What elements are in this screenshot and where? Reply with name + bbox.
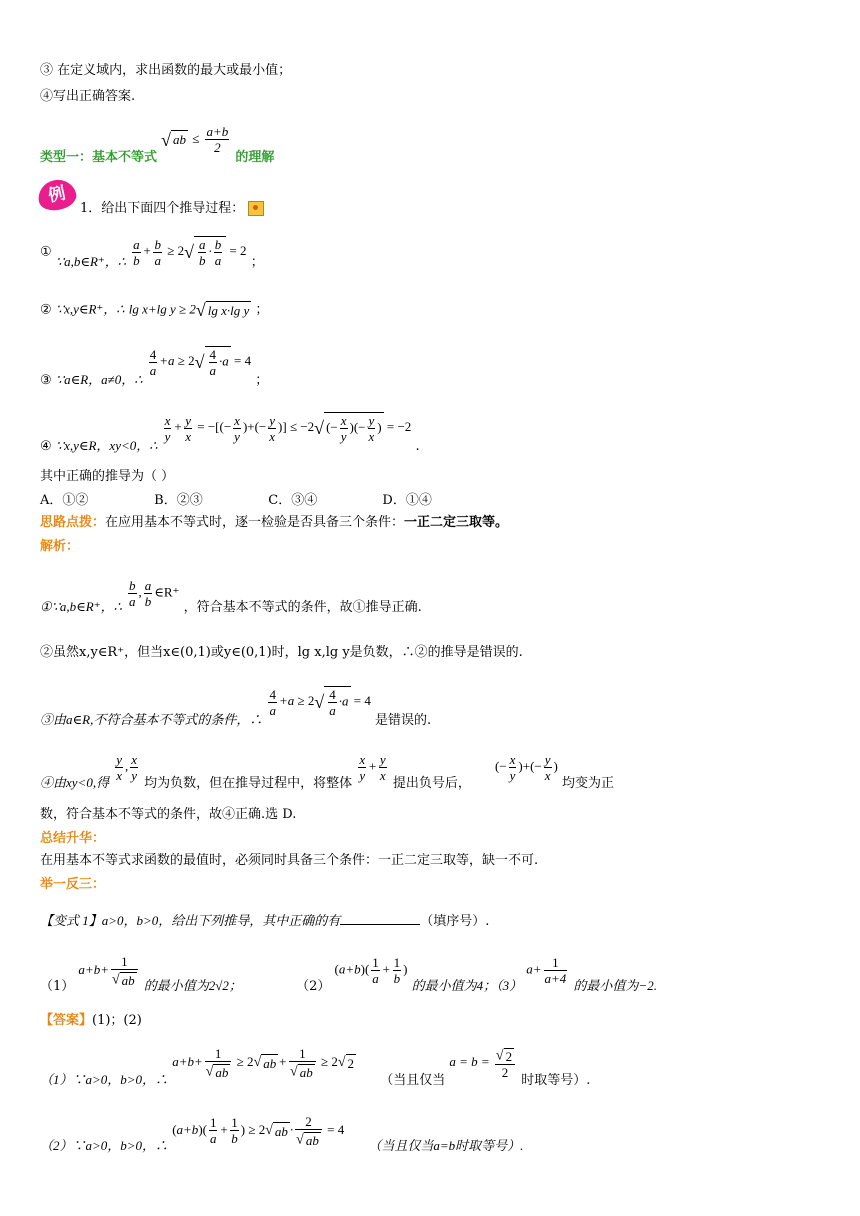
type1-suffix: 的理解 bbox=[235, 150, 275, 165]
analysis-p2: ②虽然x,y∈R⁺，但当x∈(0,1)或y∈(0,1)时，lg x,lg y是负数，∴②的推导是错误的. bbox=[40, 645, 523, 660]
analysis-label: 解析： bbox=[40, 539, 80, 554]
answer-2: （2）∵a>0，b>0，∴ (a+b)( $\frac{1}{a}$ + $\frac{1}{b}$ ) ≥ 2√ ab · $\frac{2}{√ ab}$ = 4 （当且仅当a=b时取等号）. bbox=[40, 1114, 524, 1154]
q1-option-1: ① ∵a,b∈R⁺，∴ $\frac{a}{b}$ + $\frac{b}{a}$ ≥ 2√ $\frac{a}{b}$ · $\frac{b}{a}$ = 2 ； bbox=[40, 236, 264, 270]
type1-prefix: 类型一：基本不等式 bbox=[40, 150, 158, 165]
analysis-p4-cont: 数，符合基本不等式的条件，故④正确.选 D. bbox=[40, 807, 297, 822]
choice-d: D．①④ bbox=[382, 493, 432, 508]
answer-line: 【答案】(1)；(2) bbox=[40, 1013, 142, 1028]
summary-label: 总结升华： bbox=[40, 831, 106, 846]
type1-leq: ≤ bbox=[192, 131, 200, 146]
variant-items: （1） a+b+ $\frac{1}{√ ab}$ 的最小值为2√2； （2） (a+b)( $\frac{1}{a}$ + $\frac{1}{b}$ ) 的最小值为4；（3） a+ $\frac{1}{a+4}$ 的最小值为−2. bbox=[40, 954, 657, 995]
q1-option-4: ④ ∵x,y∈R，xy<0，∴ $\frac{x}{y}$ + $\frac{y}{x}$ = −[(− $\frac{x}{y}$ )+(− $\frac{y}{x}$ )] ≤ −2√ (− $\frac{x}{y}$ )(− $\frac{y}{x}$ ) = −2 . bbox=[40, 412, 420, 454]
type1-frac: $\frac{a+b}{2}$ bbox=[206, 124, 229, 155]
analysis-p4: ④由xy<0,得 $\frac{y}{x}$ , $\frac{x}{y}$ 均为负数，但在推导过程中，将整体 $\frac{x}{y}$ + $\frac{y}{x}$ 提出负号后， (− $\frac{x}{y}$ )+(− $\frac{y}{x}$ ) 均变为正 bbox=[40, 752, 615, 791]
summary-text: 在用基本不等式求函数的最值时，必须同时具备三个条件：一正二定三取等，缺一不可. bbox=[40, 853, 539, 868]
variant-head: 【变式 1】a>0，b>0，给出下列推导，其中正确的有 （填序号）. bbox=[40, 913, 490, 929]
type1-heading bbox=[40, 124, 275, 165]
choice-b: B．②③ bbox=[154, 493, 203, 508]
example-badge: 例 bbox=[35, 176, 78, 213]
q1-ask: 其中正确的推导为（ ） bbox=[40, 469, 175, 484]
extend-label: 举一反三： bbox=[40, 877, 106, 892]
answer-blank[interactable] bbox=[340, 924, 420, 925]
q1-option-3: ③ ∵a∈R，a≠0，∴ $\frac{4}{a}$ +a ≥ 2√ $\frac{4}{a}$ ·a = 4 ； bbox=[40, 346, 269, 388]
hint-label: 思路点拨： bbox=[40, 515, 106, 530]
hint-line: 思路点拨：在应用基本不等式时，逐一检验是否具备三个条件：一正二定三取等。 bbox=[40, 515, 509, 530]
type1-sqrt: √ ab bbox=[161, 129, 187, 150]
analysis-p3: ③由a∈R,不符合基本不等式的条件，∴ $\frac{4}{a}$ +a ≥ 2√ $\frac{4}{a}$ ·a = 4 是错误的. bbox=[40, 686, 432, 728]
answer-1: （1）∵a>0，b>0，∴ a+b+ $\frac{1}{√ ab}$ ≥ 2√ ab + $\frac{1}{√ ab}$ ≥ 2√ 2 （当且仅当 a = b = $\frac{√ 2}{2}$ 时取等号）. bbox=[40, 1046, 591, 1089]
analysis-p1: ①∵a,b∈R⁺，∴ $\frac{b}{a}$ , $\frac{a}{b}$ ∈R⁺ ，符合基本不等式的条件，故①推导正确. bbox=[40, 578, 422, 615]
choice-a: A．①② bbox=[40, 493, 89, 508]
step-4: ④写出正确答案. bbox=[40, 89, 136, 104]
media-icon[interactable] bbox=[248, 201, 264, 216]
q1-stem: 1．给出下面四个推导过程： bbox=[80, 200, 264, 218]
choice-c: C．③④ bbox=[268, 493, 318, 508]
q1-option-2: ② ∵x,y∈R⁺，∴ lg x+lg y ≥ 2√ lg x·lg y ； bbox=[40, 300, 269, 321]
q1-choices bbox=[40, 492, 432, 510]
step-3: ③ 在定义域内，求出函数的最大或最小值； bbox=[40, 63, 292, 78]
